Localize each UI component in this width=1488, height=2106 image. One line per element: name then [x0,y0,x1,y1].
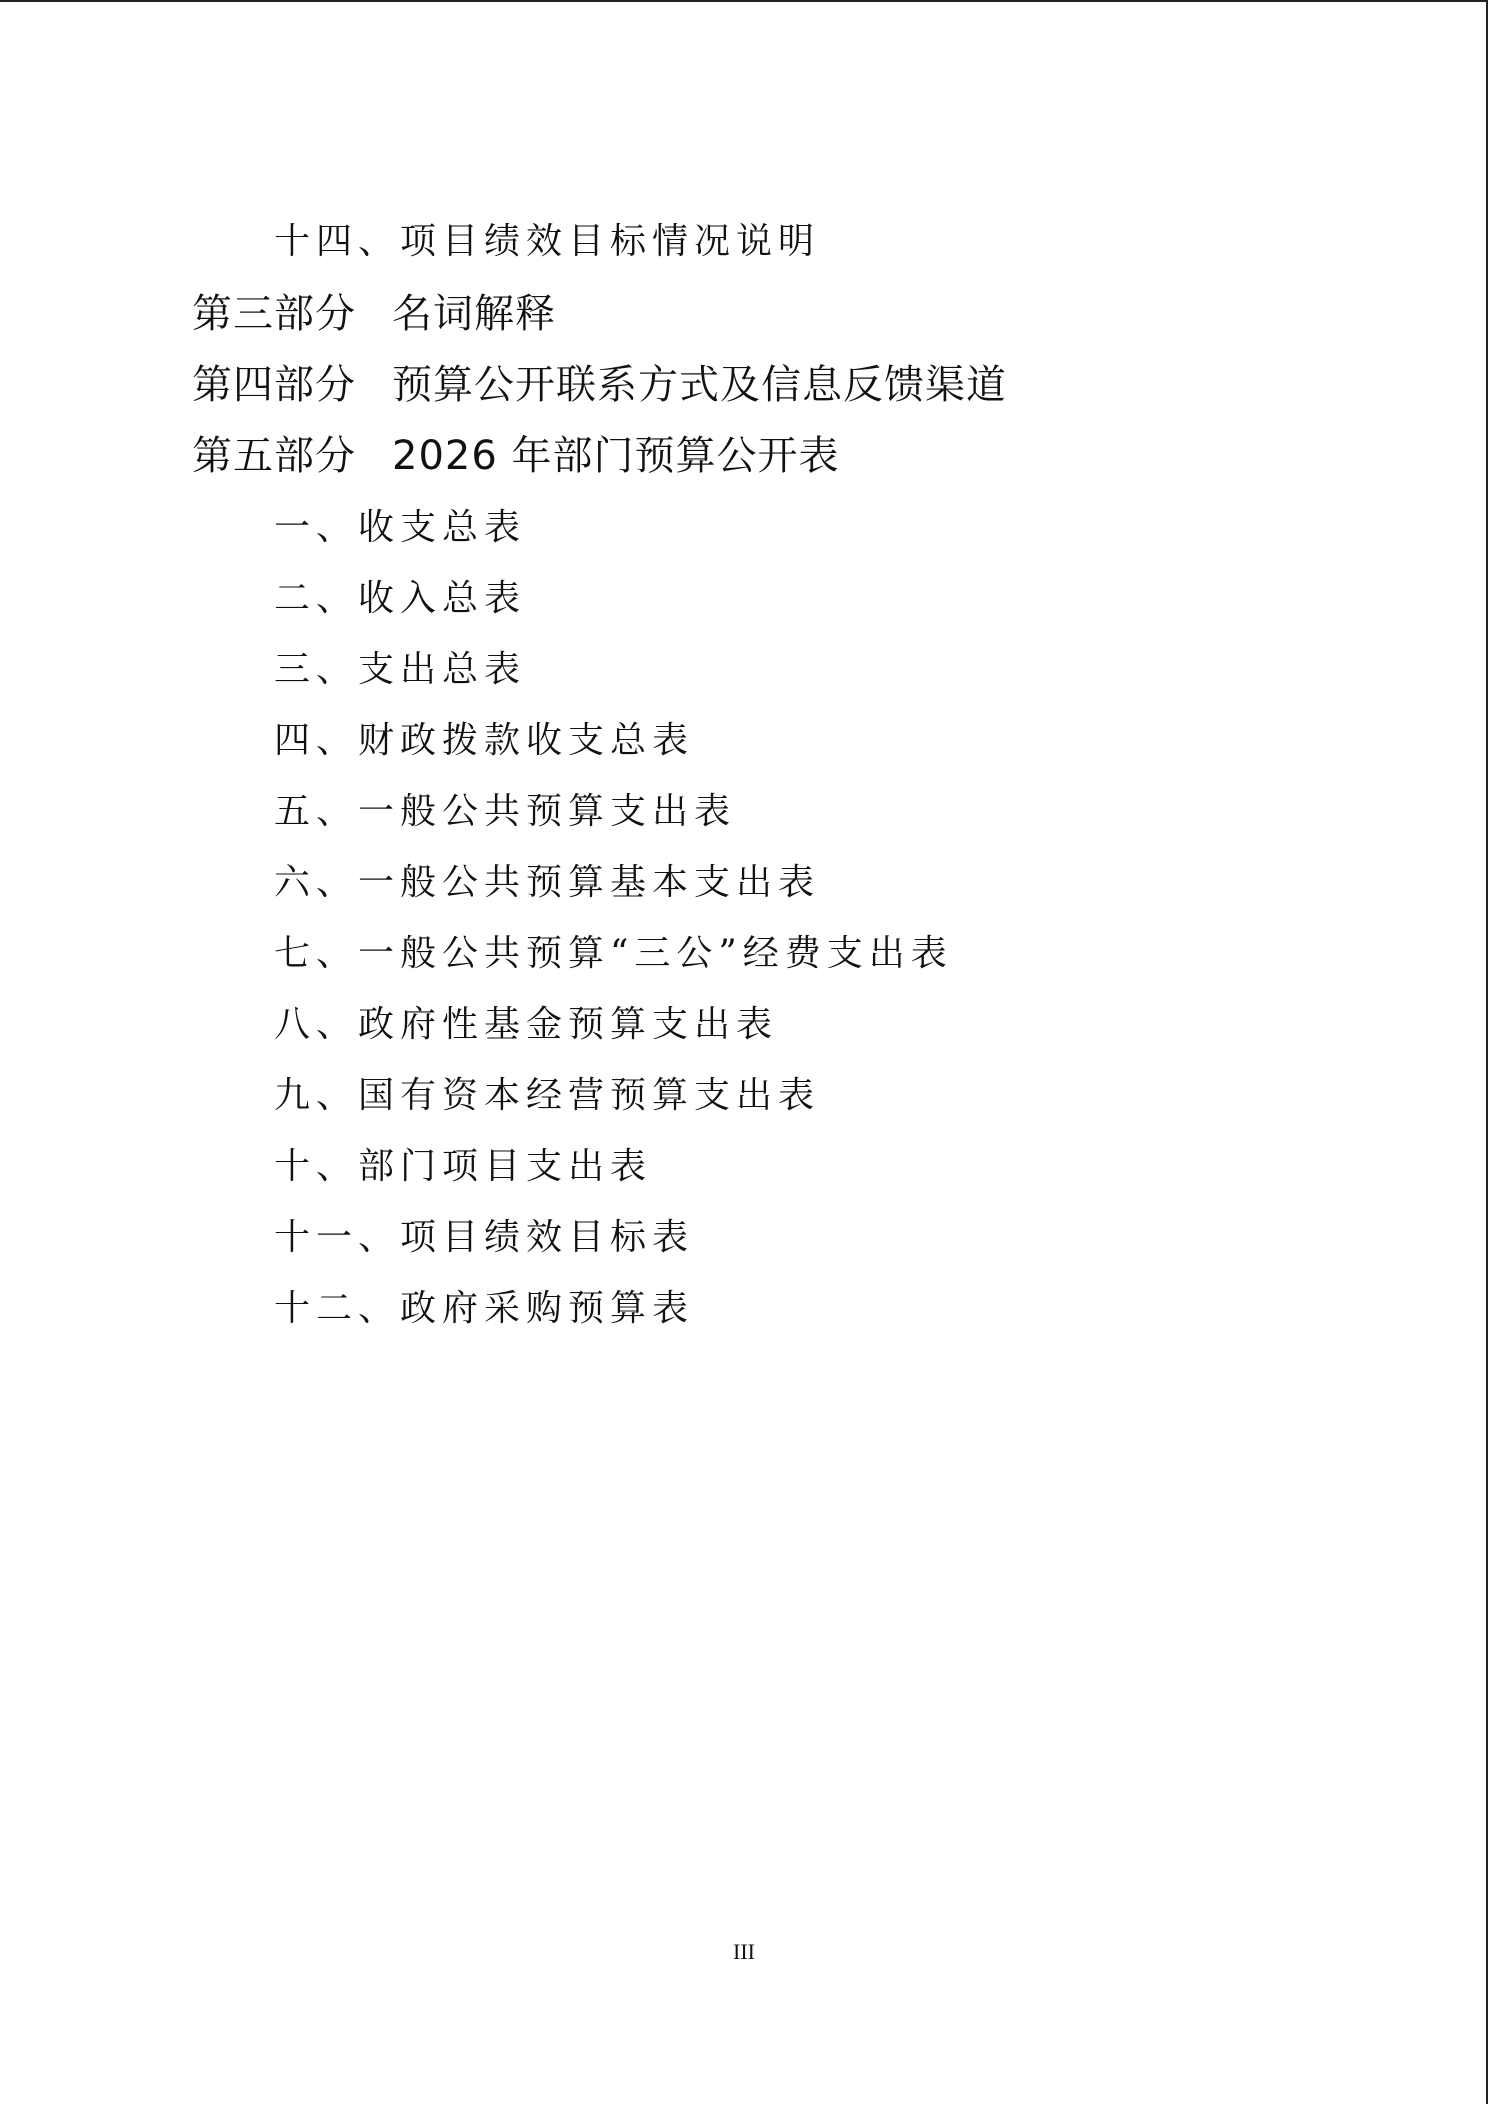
page-number: III [733,1939,755,1964]
toc-part-heading [192,433,840,479]
part-title: 预算公开联系方式及信息反馈渠道 [392,362,1007,408]
toc-part-heading [192,362,1007,408]
toc-item: 十、部门项目支出表 [274,1146,653,1187]
toc-item: 六、一般公共预算基本支出表 [274,862,821,903]
toc-item: 八、政府性基金预算支出表 [274,1004,779,1045]
part-label: 第五部分 [192,433,356,479]
part-title: 2026 年部门预算公开表 [392,433,840,479]
part-title: 名词解释 [392,291,556,337]
toc-item: 四、财政拨款收支总表 [274,720,695,761]
table-of-contents [0,2,1488,2106]
part-label: 第三部分 [192,291,356,337]
toc-item: 二、收入总表 [274,578,527,619]
toc-item: 一、收支总表 [274,507,527,548]
toc-item: 十四、项目绩效目标情况说明 [274,221,821,262]
toc-item: 十一、项目绩效目标表 [274,1217,695,1258]
toc-item: 五、一般公共预算支出表 [274,791,737,832]
toc-item: 七、一般公共预算“三公”经费支出表 [274,933,953,974]
toc-item: 九、国有资本经营预算支出表 [274,1075,821,1116]
toc-item: 十二、政府采购预算表 [274,1288,695,1329]
toc-item: 三、支出总表 [274,649,527,690]
toc-part-heading [192,291,556,337]
part-label: 第四部分 [192,362,356,408]
